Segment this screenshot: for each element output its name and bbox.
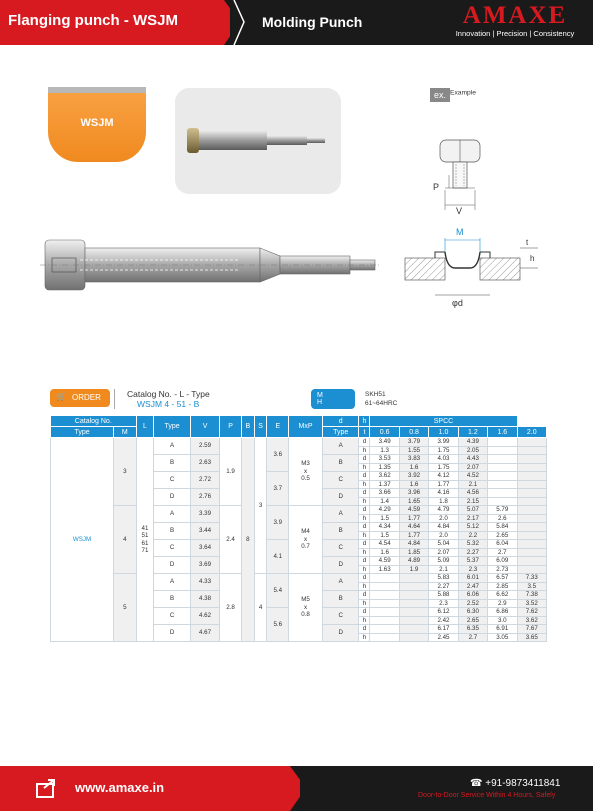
tip-detail-drawing: [425, 130, 500, 220]
cell-value: [488, 497, 517, 506]
th-type: Type: [154, 416, 190, 438]
material-grade: SKH51: [365, 391, 386, 398]
material-hardness: 61~64HRC: [365, 400, 398, 407]
cell-value: 4.52: [458, 472, 487, 481]
cell-value: 1.77: [429, 480, 458, 489]
cell-type: C: [154, 472, 190, 489]
cell-value: 1.6: [399, 480, 428, 489]
cell-value: [370, 625, 399, 634]
cell-value: [399, 633, 428, 642]
cell-type: A: [154, 506, 190, 523]
brand-logo[interactable]: [440, 3, 590, 38]
cell-value: 1.8: [429, 497, 458, 506]
cell-v: 3.44: [190, 523, 219, 540]
cell-mxp: M5 x 0.8: [289, 574, 323, 642]
cell-type: B: [154, 455, 190, 472]
cell-value: 7.38: [517, 591, 547, 600]
cell-value: 6.04: [488, 540, 517, 549]
cell-value: [517, 463, 547, 472]
cell-e: 5.6: [267, 608, 289, 642]
cell-value: 6.62: [488, 591, 517, 600]
cell-tip-type: C: [322, 608, 358, 625]
cell-v: 2.76: [190, 489, 219, 506]
cell-value: [370, 608, 399, 617]
cell-dim-kind: h: [359, 548, 370, 557]
table-row: [51, 438, 547, 447]
th-mxp: MxP: [289, 416, 323, 438]
cell-dim-kind: h: [359, 599, 370, 608]
cell-v: 4.67: [190, 625, 219, 642]
cell-tip-type: D: [322, 625, 358, 642]
cell-value: 1.77: [399, 514, 428, 523]
cell-value: 4.59: [370, 557, 399, 566]
cell-value: [517, 446, 547, 455]
cell-value: 1.5: [370, 514, 399, 523]
cell-value: 1.3: [370, 446, 399, 455]
cell-m: 3: [114, 438, 137, 506]
cell-value: 2.17: [458, 514, 487, 523]
cell-value: 2.52: [458, 599, 487, 608]
share-icon: [36, 778, 58, 798]
cell-dim-kind: h: [359, 514, 370, 523]
cell-type: D: [154, 625, 190, 642]
cell-value: 2.47: [458, 582, 487, 591]
cell-v: 3.69: [190, 557, 219, 574]
example-label: [430, 88, 476, 102]
cell-value: [488, 438, 517, 447]
cell-type: C: [154, 540, 190, 557]
th-v: V: [190, 416, 219, 438]
cell-l: 41 51 61 71: [136, 438, 154, 642]
dim-m-label: M: [456, 227, 464, 237]
material-icon: M H: [311, 389, 355, 409]
cell-value: 4.34: [370, 523, 399, 532]
cart-icon: 🛒: [56, 392, 66, 401]
cell-dim-kind: h: [359, 497, 370, 506]
cell-value: 2.0: [429, 514, 458, 523]
cell-value: [517, 438, 547, 447]
page-subtitle: Molding Punch: [262, 14, 363, 30]
cell-value: 6.86: [488, 608, 517, 617]
footer-website-link[interactable]: www.amaxe.in: [75, 780, 165, 795]
cell-dim-kind: d: [359, 489, 370, 498]
cell-type: D: [154, 557, 190, 574]
cell-value: 6.91: [488, 625, 517, 634]
cell-e: 3.6: [267, 438, 289, 472]
cell-value: 1.65: [399, 497, 428, 506]
cell-tip-type: A: [322, 506, 358, 523]
cell-dim-kind: d: [359, 557, 370, 566]
cell-value: 3.62: [370, 472, 399, 481]
th-t-16: 1.6: [488, 427, 517, 438]
cell-tip-type: B: [322, 591, 358, 608]
cell-p: 2.4: [220, 506, 242, 574]
cell-v: 2.63: [190, 455, 219, 472]
cell-value: 1.9: [399, 565, 428, 574]
cell-value: 2.0: [429, 531, 458, 540]
cell-value: 3.53: [370, 455, 399, 464]
cell-value: 2.73: [488, 565, 517, 574]
table-row: [51, 574, 547, 583]
cell-value: 3.65: [517, 633, 547, 642]
cell-value: [399, 599, 428, 608]
cell-value: [370, 582, 399, 591]
cell-tip-type: D: [322, 489, 358, 506]
cell-value: 3.96: [399, 489, 428, 498]
cell-v: 2.59: [190, 438, 219, 455]
cell-tip-type: C: [322, 472, 358, 489]
cell-value: [517, 523, 547, 532]
cell-value: 1.75: [429, 463, 458, 472]
cell-p: 2.8: [220, 574, 242, 642]
cell-value: 2.1: [458, 480, 487, 489]
catalog-example: [114, 389, 299, 409]
cell-value: 3.79: [399, 438, 428, 447]
cell-value: [399, 574, 428, 583]
cell-value: [370, 616, 399, 625]
cell-value: 6.12: [429, 608, 458, 617]
dim-t-label: t: [526, 238, 529, 247]
cell-value: 6.17: [429, 625, 458, 634]
cell-value: [488, 455, 517, 464]
cell-value: 2.65: [488, 531, 517, 540]
cell-value: 6.09: [488, 557, 517, 566]
dim-p-label: P: [433, 182, 440, 192]
cell-value: 1.37: [370, 480, 399, 489]
product-photo: [175, 88, 341, 194]
cell-value: [488, 472, 517, 481]
cell-dim-kind: h: [359, 582, 370, 591]
material-spec: [365, 390, 397, 408]
cell-value: 3.62: [517, 616, 547, 625]
cell-tip-type: A: [322, 574, 358, 591]
footer-phone[interactable]: [470, 778, 560, 789]
cell-v: 4.62: [190, 608, 219, 625]
cell-value: 3.52: [517, 599, 547, 608]
spec-table: [50, 415, 547, 642]
cell-value: 2.9: [488, 599, 517, 608]
cell-value: 1.63: [370, 565, 399, 574]
cell-value: [517, 480, 547, 489]
cell-value: 1.6: [370, 548, 399, 557]
cell-value: 2.07: [458, 463, 487, 472]
dim-v-label: V: [456, 206, 463, 216]
cell-value: [517, 472, 547, 481]
cell-value: [488, 480, 517, 489]
cell-value: 1.4: [370, 497, 399, 506]
cell-value: 2.6: [488, 514, 517, 523]
cell-value: 4.89: [399, 557, 428, 566]
th-m: M: [114, 427, 137, 438]
cell-value: [399, 616, 428, 625]
catalog-sample: WSJM 4 - 51 - B: [137, 399, 200, 409]
cell-value: [488, 463, 517, 472]
cell-type: B: [154, 591, 190, 608]
catalog-format: Catalog No. - L - Type: [127, 389, 210, 399]
cell-value: 4.03: [429, 455, 458, 464]
cell-value: [517, 557, 547, 566]
cell-e: 3.9: [267, 506, 289, 540]
th-p: P: [220, 416, 242, 438]
cell-dim-kind: d: [359, 591, 370, 600]
cell-value: 2.27: [458, 548, 487, 557]
th-b: B: [241, 416, 254, 438]
product-tag-label: WSJM: [80, 117, 114, 129]
cell-value: [370, 633, 399, 642]
cell-v: 3.39: [190, 506, 219, 523]
cell-value: [517, 531, 547, 540]
cell-value: 3.0: [488, 616, 517, 625]
th-t-12: 1.2: [458, 427, 487, 438]
cell-type: D: [154, 489, 190, 506]
cell-value: 1.6: [399, 463, 428, 472]
cell-value: [488, 489, 517, 498]
cell-value: 5.37: [458, 557, 487, 566]
cell-mxp: M4 x 0.7: [289, 506, 323, 574]
cell-value: 2.85: [488, 582, 517, 591]
cell-value: 4.39: [458, 438, 487, 447]
cell-value: 2.1: [429, 565, 458, 574]
cell-dim-kind: d: [359, 608, 370, 617]
logo-text: AMAXE: [462, 2, 568, 29]
th-series-type: Type: [51, 427, 114, 438]
cell-value: [517, 489, 547, 498]
th-l: L: [136, 416, 154, 438]
cell-e: 3.7: [267, 472, 289, 506]
th-e: E: [267, 416, 289, 438]
cell-value: [370, 599, 399, 608]
cell-value: 3.5: [517, 582, 547, 591]
logo-tagline: Innovation | Precision | Consistency: [455, 29, 575, 38]
cell-value: 2.3: [458, 565, 487, 574]
cell-value: 5.09: [429, 557, 458, 566]
th-t-10: 1.0: [429, 427, 458, 438]
order-button[interactable]: [50, 389, 110, 407]
cell-e: 4.1: [267, 540, 289, 574]
cell-value: 4.54: [370, 540, 399, 549]
th-t: t: [359, 427, 370, 438]
cell-value: [517, 455, 547, 464]
cell-series: WSJM: [51, 438, 114, 642]
th-spcc: SPCC: [370, 416, 517, 427]
th-s: S: [254, 416, 267, 438]
th-h: h: [359, 416, 370, 427]
cell-m: 5: [114, 574, 137, 642]
dim-d-label: φd: [452, 298, 463, 308]
cell-p: 1.9: [220, 438, 242, 506]
cell-value: 2.15: [458, 497, 487, 506]
cell-value: 2.7: [458, 633, 487, 642]
footer-service-note: Door-to-Door Service Within 4 Hours, Safely: [418, 792, 556, 799]
cell-value: [517, 506, 547, 515]
cell-value: 3.05: [488, 633, 517, 642]
cell-value: [488, 446, 517, 455]
cell-value: [370, 574, 399, 583]
cell-value: 5.84: [488, 523, 517, 532]
chevron-icon: [232, 0, 246, 45]
cell-tip-type: A: [322, 438, 358, 455]
cell-value: 6.06: [458, 591, 487, 600]
table-row: [51, 506, 547, 515]
cell-value: 2.2: [458, 531, 487, 540]
cell-value: [517, 548, 547, 557]
cell-value: 6.35: [458, 625, 487, 634]
cell-dim-kind: d: [359, 523, 370, 532]
example-prefix: ex.: [430, 88, 450, 102]
example-word: Example: [450, 89, 476, 97]
cell-value: 3.83: [399, 455, 428, 464]
cell-value: [399, 625, 428, 634]
cell-value: 3.92: [399, 472, 428, 481]
cell-type: B: [154, 523, 190, 540]
th-t-06: 0.6: [370, 427, 399, 438]
cell-dim-kind: d: [359, 506, 370, 515]
cell-value: 1.77: [399, 531, 428, 540]
cell-value: [517, 565, 547, 574]
th-d: d: [322, 416, 358, 427]
cell-value: [399, 582, 428, 591]
cell-value: 6.01: [458, 574, 487, 583]
cell-dim-kind: h: [359, 531, 370, 540]
cell-value: 7.67: [517, 625, 547, 634]
cell-value: 2.65: [458, 616, 487, 625]
cell-value: 5.07: [458, 506, 487, 515]
th-t-08: 0.8: [399, 427, 428, 438]
cell-value: [370, 591, 399, 600]
cell-tip-type: D: [322, 557, 358, 574]
cell-value: 2.3: [429, 599, 458, 608]
cell-value: 4.56: [458, 489, 487, 498]
cell-value: 5.12: [458, 523, 487, 532]
cell-value: 2.7: [488, 548, 517, 557]
cell-b: 8: [241, 438, 254, 642]
cell-dim-kind: d: [359, 472, 370, 481]
cell-dim-kind: d: [359, 540, 370, 549]
order-label: ORDER: [72, 393, 101, 402]
cell-value: 6.57: [488, 574, 517, 583]
cell-value: 4.29: [370, 506, 399, 515]
cell-value: 6.30: [458, 608, 487, 617]
phone-number: +91-9873411841: [485, 778, 561, 789]
cell-value: 2.45: [429, 633, 458, 642]
cell-value: [517, 497, 547, 506]
cell-v: 3.64: [190, 540, 219, 557]
cell-value: 3.66: [370, 489, 399, 498]
cell-value: 5.88: [429, 591, 458, 600]
flange-section-drawing: [400, 220, 540, 310]
cell-tip-type: B: [322, 523, 358, 540]
cell-dim-kind: d: [359, 455, 370, 464]
cell-value: 1.75: [429, 446, 458, 455]
cell-value: 2.27: [429, 582, 458, 591]
cell-value: 7.33: [517, 574, 547, 583]
cell-value: 2.05: [458, 446, 487, 455]
cell-type: A: [154, 574, 190, 591]
cell-value: 1.35: [370, 463, 399, 472]
cell-value: 2.42: [429, 616, 458, 625]
cell-value: 4.12: [429, 472, 458, 481]
cell-dim-kind: d: [359, 438, 370, 447]
cell-value: 4.59: [399, 506, 428, 515]
punch-side-drawing: [40, 230, 385, 300]
cell-m: 4: [114, 506, 137, 574]
cell-tip-type: C: [322, 540, 358, 557]
cell-value: 4.79: [429, 506, 458, 515]
th-t-20: 2.0: [517, 427, 547, 438]
page-title: Flanging punch - WSJM: [8, 12, 178, 29]
cell-dim-kind: h: [359, 480, 370, 489]
punch-photo-illustration: [175, 88, 341, 194]
cell-value: 3.49: [370, 438, 399, 447]
cell-tip-type: B: [322, 455, 358, 472]
cell-dim-kind: h: [359, 463, 370, 472]
cell-value: 4.43: [458, 455, 487, 464]
cell-value: 5.83: [429, 574, 458, 583]
cell-value: [517, 514, 547, 523]
cell-value: [517, 540, 547, 549]
cell-mxp: M3 x 0.5: [289, 438, 323, 506]
cell-type: A: [154, 438, 190, 455]
cell-v: 4.33: [190, 574, 219, 591]
cell-dim-kind: h: [359, 446, 370, 455]
cell-value: 4.84: [399, 540, 428, 549]
dim-h-label: h: [530, 254, 535, 263]
cell-value: 4.16: [429, 489, 458, 498]
cell-s: 4: [254, 574, 267, 642]
cell-value: 4.64: [399, 523, 428, 532]
cell-value: 1.85: [399, 548, 428, 557]
cell-e: 5.4: [267, 574, 289, 608]
product-tag-clip: [48, 87, 146, 93]
cell-dim-kind: h: [359, 565, 370, 574]
cell-value: 1.55: [399, 446, 428, 455]
cell-value: [399, 591, 428, 600]
cell-v: 4.38: [190, 591, 219, 608]
cell-dim-kind: h: [359, 616, 370, 625]
cell-value: 5.04: [429, 540, 458, 549]
cell-value: 4.84: [429, 523, 458, 532]
cell-dim-kind: h: [359, 633, 370, 642]
cell-value: 3.99: [429, 438, 458, 447]
cell-type: C: [154, 608, 190, 625]
cell-value: 1.5: [370, 531, 399, 540]
th-type3: Type: [322, 427, 358, 438]
th-catalog: Catalog No.: [51, 416, 137, 427]
cell-v: 2.72: [190, 472, 219, 489]
cell-value: 5.79: [488, 506, 517, 515]
cell-value: 7.62: [517, 608, 547, 617]
cell-dim-kind: d: [359, 625, 370, 634]
cell-value: 5.32: [458, 540, 487, 549]
cell-s: 3: [254, 438, 267, 574]
cell-value: 2.07: [429, 548, 458, 557]
phone-icon: ☎: [470, 778, 486, 789]
cell-dim-kind: d: [359, 574, 370, 583]
cell-value: [399, 608, 428, 617]
